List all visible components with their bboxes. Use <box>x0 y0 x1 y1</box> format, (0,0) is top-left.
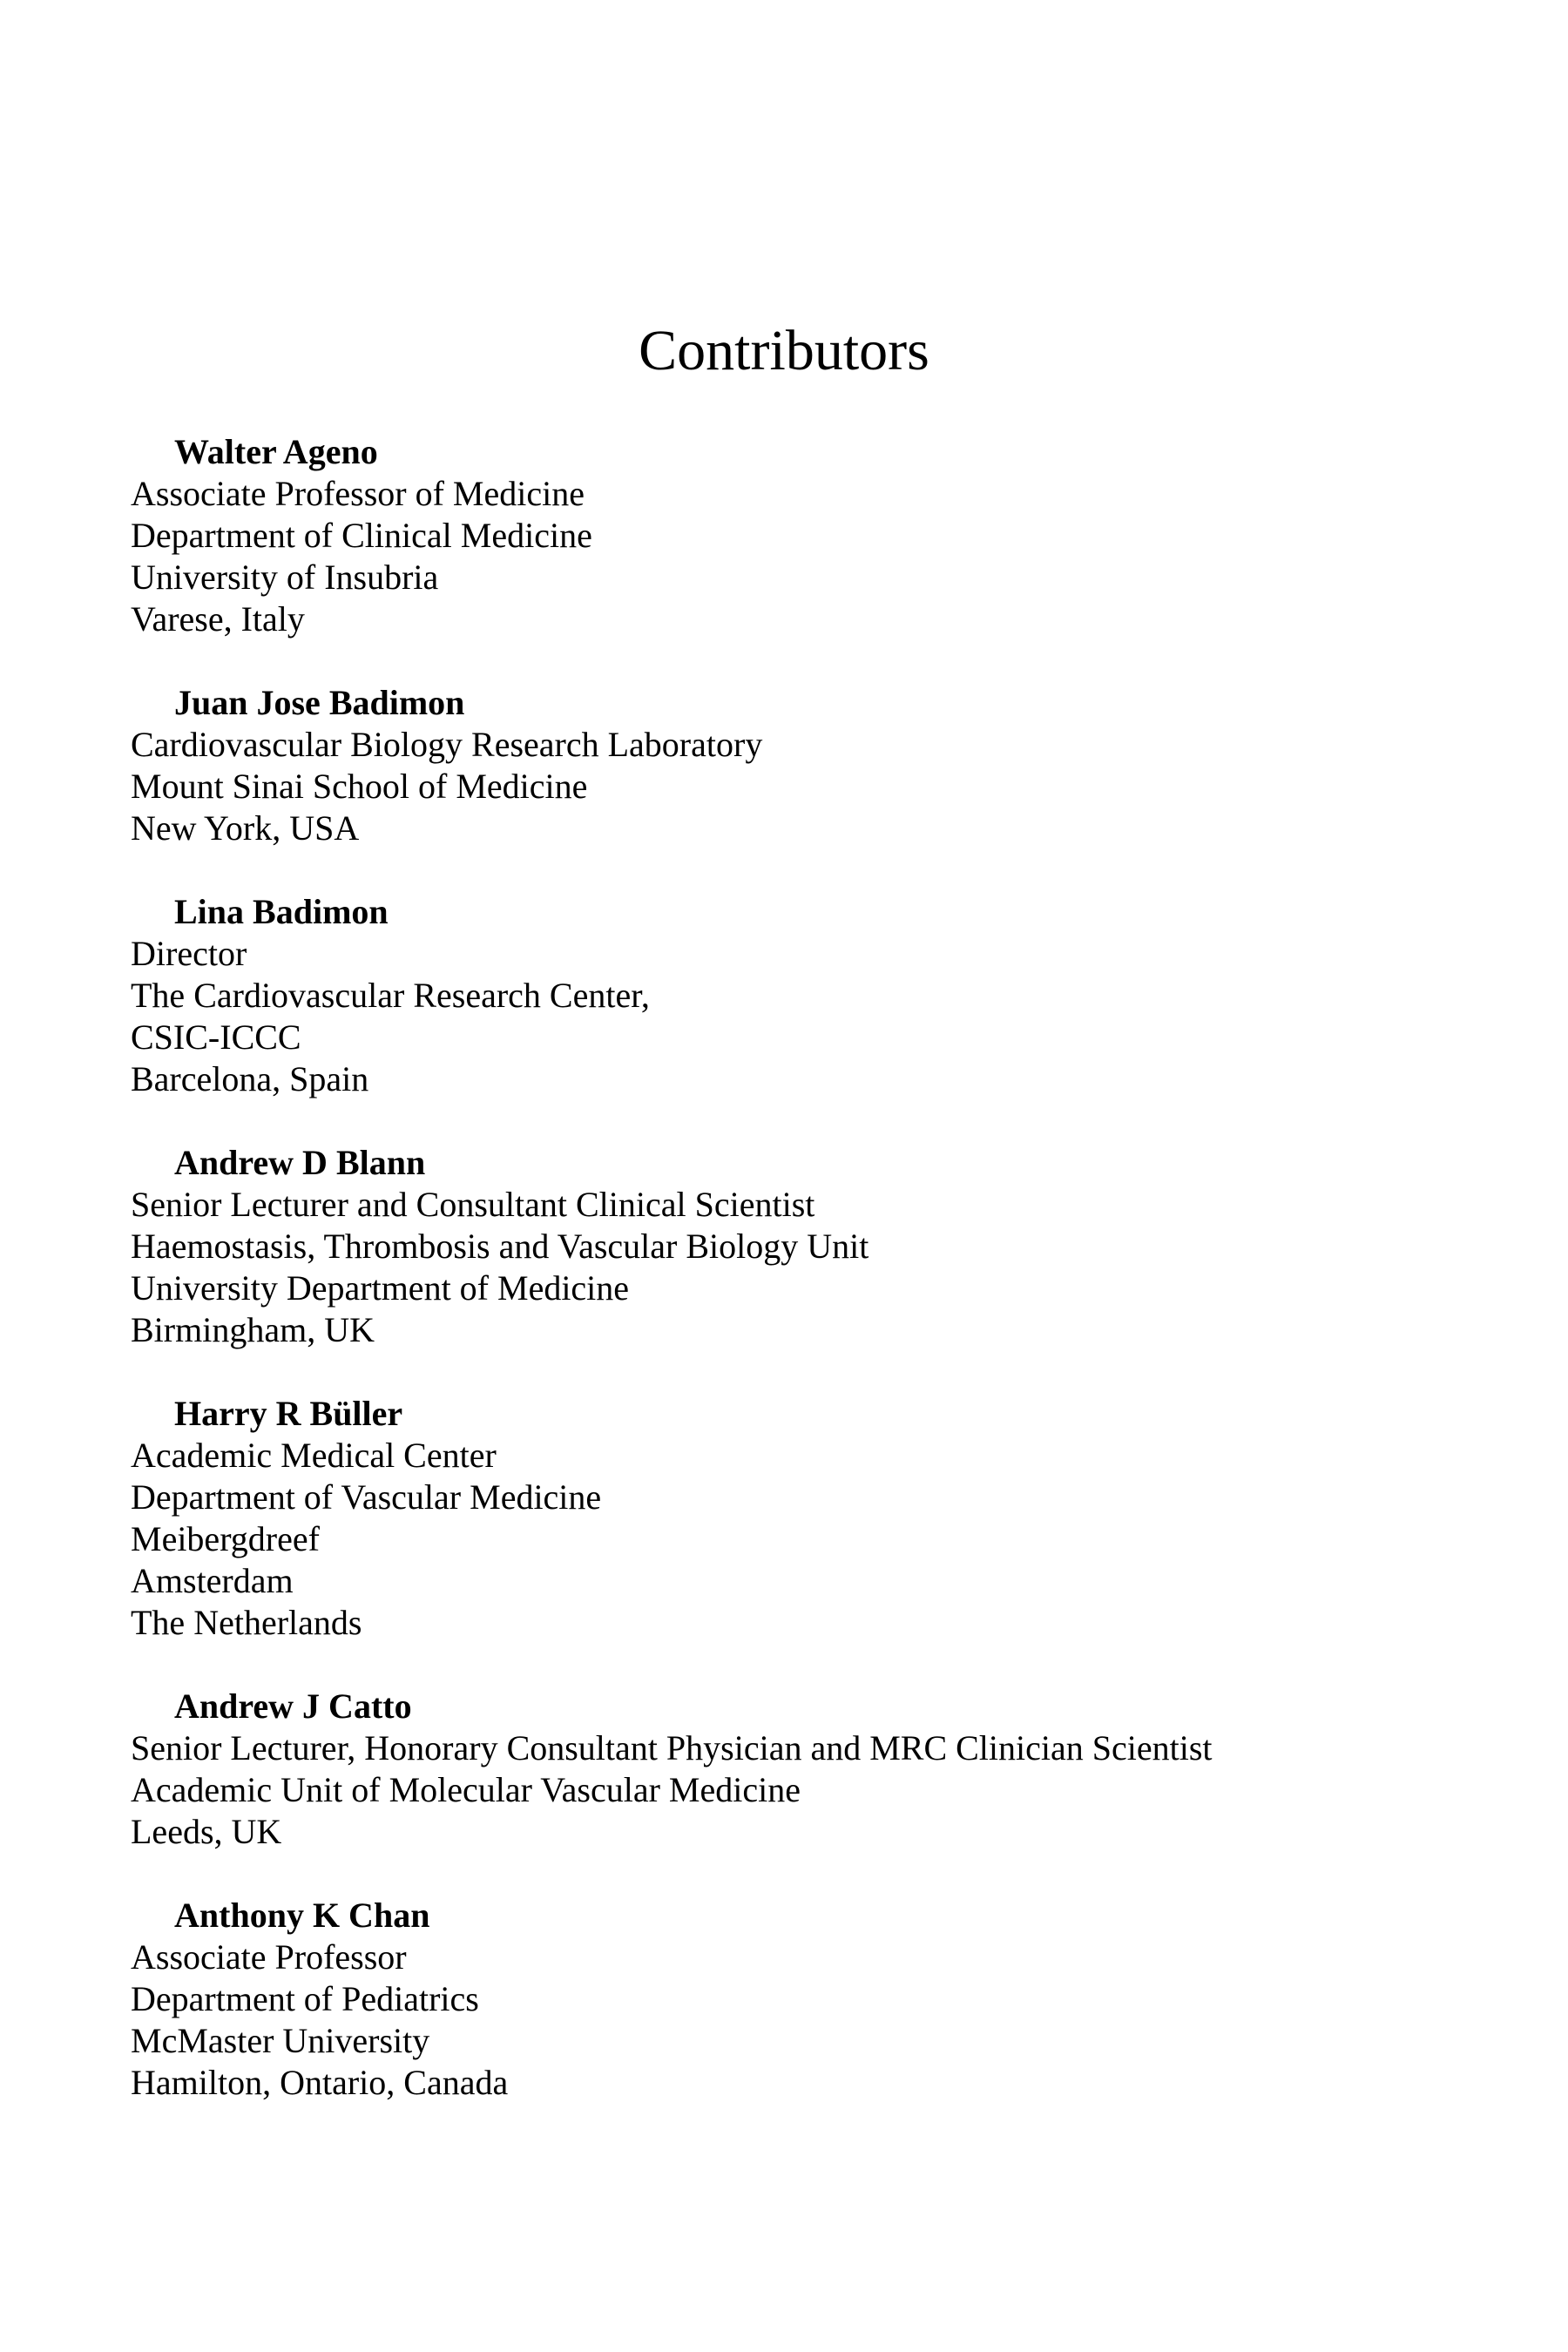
affiliation-line: University Department of Medicine <box>131 1268 630 1308</box>
affiliation-line: Academic Medical Center <box>131 1436 497 1475</box>
contributor-name: Anthony K Chan <box>174 1896 430 1935</box>
affiliation-line: The Cardiovascular Research Center, <box>131 976 650 1015</box>
affiliation-line: Mount Sinai School of Medicine <box>131 767 588 806</box>
affiliation-line: Birmingham, UK <box>131 1310 375 1349</box>
page-title: Contributors <box>639 319 929 382</box>
contributor-entry <box>131 1895 1490 2104</box>
affiliation-line: The Netherlands <box>131 1603 362 1642</box>
affiliation-line: Academic Unit of Molecular Vascular Medicine <box>131 1770 801 1809</box>
affiliation-line: Meibergdreef <box>131 1519 320 1558</box>
contributor-name: Walter Ageno <box>174 432 378 471</box>
affiliation-line: Department of Vascular Medicine <box>131 1477 602 1517</box>
affiliation-line: University of Insubria <box>131 558 439 597</box>
contributor-entry <box>131 1686 1490 1853</box>
contributor-entry <box>131 682 1490 849</box>
contributor-name: Lina Badimon <box>174 892 389 931</box>
contributor-entry <box>131 431 1490 640</box>
affiliation-line: CSIC-ICCC <box>131 1017 301 1057</box>
affiliation-line: Department of Clinical Medicine <box>131 516 592 555</box>
affiliation-line: Associate Professor <box>131 1937 407 1977</box>
affiliation-line: Director <box>131 934 247 973</box>
affiliation-line: New York, USA <box>131 808 360 848</box>
affiliation-line: Barcelona, Spain <box>131 1059 369 1098</box>
affiliation-line: Senior Lecturer and Consultant Clinical Scientist <box>131 1185 815 1224</box>
contributor-list <box>131 431 1490 2146</box>
contributor-entry <box>131 1142 1490 1351</box>
contributor-name: Andrew J Catto <box>174 1686 412 1726</box>
contributor-name: Juan Jose Badimon <box>174 683 465 722</box>
affiliation-line: Haemostasis, Thrombosis and Vascular Biology Unit <box>131 1227 869 1266</box>
affiliation-line: Amsterdam <box>131 1561 294 1600</box>
affiliation-line: Varese, Italy <box>131 599 305 639</box>
contributor-name: Andrew D Blann <box>174 1143 426 1182</box>
affiliation-line: Department of Pediatrics <box>131 1979 479 2018</box>
affiliation-line: Associate Professor of Medicine <box>131 474 585 513</box>
affiliation-line: Leeds, UK <box>131 1812 282 1851</box>
contributor-entry <box>131 891 1490 1100</box>
affiliation-line: McMaster University <box>131 2021 430 2060</box>
affiliation-line: Senior Lecturer, Honorary Consultant Physician and MRC Clinician Scientist <box>131 1728 1213 1767</box>
affiliation-line: Hamilton, Ontario, Canada <box>131 2063 509 2102</box>
affiliation-line: Cardiovascular Biology Research Laboratory <box>131 725 763 764</box>
contributor-name: Harry R Büller <box>174 1394 403 1433</box>
contributor-entry <box>131 1393 1490 1644</box>
